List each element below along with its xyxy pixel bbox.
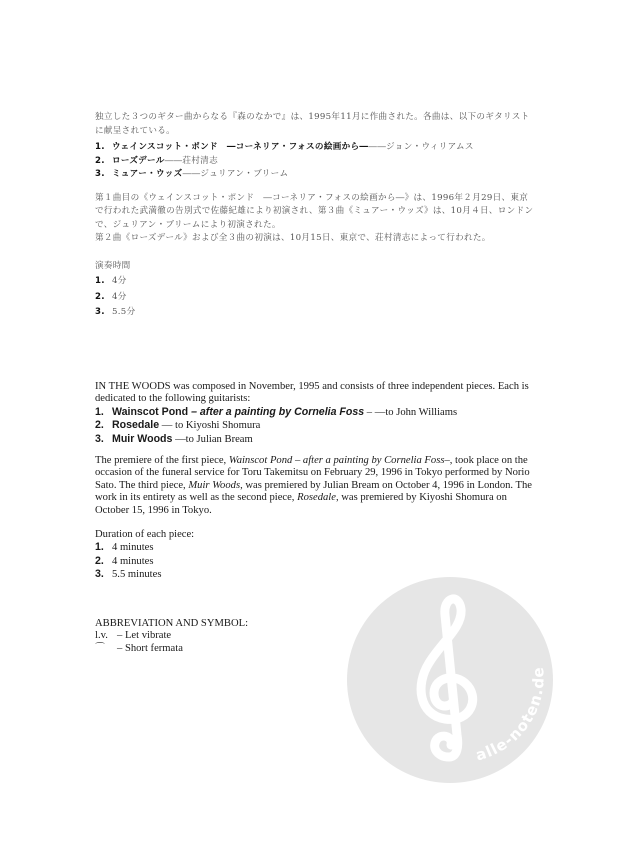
en-duration-2-num: 2. (95, 554, 104, 567)
jp-duration-2-value: 4分 (112, 291, 127, 302)
en-piece-1-dedicatee: – —to John Williams (364, 406, 458, 418)
en-duration-3-value: 5.5 minutes (112, 569, 162, 581)
en-piece-1-title: Wainscot Pond (112, 405, 189, 418)
en-piece-2-dedicatee: — to Kiyoshi Shomura (159, 420, 261, 432)
en-duration-1-value: 4 minutes (112, 542, 154, 554)
en-duration-3-num: 3. (95, 568, 104, 581)
en-piece-1-subtitle: – after a painting by Cornelia Foss (188, 405, 365, 418)
en-abbrev-heading: ABBREVIATION AND SYMBOL: (95, 618, 249, 629)
en-piece-1 (95, 406, 543, 419)
abbrev-row-fermata (95, 643, 535, 655)
jp-piece-1-title: ウェインスコット・ポンド ―コーネリア・フォスの絵画から― (112, 142, 369, 152)
short-fermata-icon: ⌒ (95, 642, 105, 654)
jp-piece-3 (95, 168, 535, 182)
japanese-section (95, 111, 535, 320)
en-intro: IN THE WOODS was composed in November, 1995 and consists of three independent pieces. Each is dedicated to the following guitarists: (95, 381, 529, 405)
jp-duration-2 (95, 291, 535, 305)
abbrev-lv-symbol: l.v. (95, 630, 108, 642)
spacer (95, 182, 535, 192)
abbrev-lv-desc: – Let vibrate (117, 630, 172, 642)
en-premiere-title3: Rosedale (297, 492, 336, 504)
en-premiere-title: Wainscot Pond – after a painting by Cornelia Foss (228, 455, 445, 467)
spacer (95, 517, 543, 529)
jp-piece-1-num: 1. (95, 142, 105, 152)
abbreviation-section (95, 618, 535, 655)
en-premiere (95, 455, 543, 517)
jp-duration-3 (95, 306, 535, 320)
jp-duration-1 (95, 275, 535, 289)
jp-duration-3-value: 5.5分 (112, 307, 136, 317)
en-piece-2 (95, 419, 543, 432)
jp-piece-3-dedicatee: ――ジュリアン・ブリーム (182, 169, 289, 179)
spacer (95, 246, 535, 260)
en-premiere-b: –, took place on the occasion of the funeral service for Toru Takemitsu on February 29, 1996 in Tokyo performed by Norio Sato. The third piece, (95, 455, 530, 491)
jp-piece-2-dedicatee: ――荘村清志 (164, 155, 218, 166)
spacer (95, 446, 543, 455)
jp-duration-3-num: 3. (95, 307, 105, 317)
en-premiere-c: , was premiered by Julian Bream on October 4, 1996 in London. The work in its entirety as well as the second piece, (95, 479, 533, 504)
en-duration-2 (95, 555, 543, 568)
en-premiere-d: , was premiered by Kiyoshi Shomura on October 15, 1996 in Tokyo. (95, 492, 507, 516)
en-premiere-a: The premiere of the first piece, (95, 455, 229, 467)
en-piece-3-num: 3. (95, 432, 104, 445)
jp-piece-2-num: 2. (95, 155, 105, 166)
jp-duration-1-value: 4分 (112, 276, 127, 286)
english-section (95, 381, 543, 582)
en-duration-3 (95, 568, 543, 581)
en-piece-2-num: 2. (95, 419, 104, 432)
abbrev-row-lv (95, 630, 535, 642)
en-duration-heading: Duration of each piece: (95, 529, 195, 541)
jp-piece-2-title: ローズデール (112, 155, 165, 166)
en-piece-3-dedicatee: —to Julian Bream (172, 433, 253, 445)
watermark-text-path: alle-noten.de (473, 665, 548, 765)
en-premiere-title2: Muir Woods (188, 479, 241, 491)
abbrev-fermata-desc: – Short fermata (117, 642, 183, 654)
en-piece-3 (95, 433, 543, 446)
jp-piece-2 (95, 155, 535, 169)
jp-piece-3-title: ミュアー・ウッズ (112, 169, 183, 179)
en-duration-1 (95, 541, 543, 554)
jp-piece-1-dedicatee: ――ジョン・ウィリアムス (368, 142, 474, 152)
jp-piece-3-num: 3. (95, 169, 105, 179)
jp-duration-heading: 演奏時間 (95, 260, 131, 271)
jp-premiere-2: 第２曲《ローズデール》および全３曲の初演は、10月15日、東京で、荘村清志によって行われた。 (95, 233, 491, 243)
jp-duration-2-num: 2. (95, 291, 105, 302)
jp-duration-1-num: 1. (95, 276, 105, 286)
en-piece-1-num: 1. (95, 405, 104, 418)
jp-premiere-1: 第１曲目の《ウェインスコット・ポンド ―コーネリア・フォスの絵画から―》は、1996年２月29日、東京で行われた武満徹の告別式で佐藤紀雄により初演され、第３曲《ミュアー・ウッズ》は、10月４日、ロンドンで、ジュリアン・ブリームにより初演された。 (95, 192, 534, 230)
en-duration-2-value: 4 minutes (112, 555, 154, 567)
en-duration-1-num: 1. (95, 541, 104, 554)
jp-intro: 独立した３つのギター曲からなる『森のなかで』は、1995年11月に作曲された。各曲は、以下のギタリストに献呈されている。 (95, 112, 530, 136)
jp-piece-1 (95, 141, 535, 155)
alle-noten-watermark (345, 575, 555, 785)
en-piece-2-title: Rosedale (112, 419, 160, 432)
en-piece-3-title: Muir Woods (112, 432, 173, 445)
